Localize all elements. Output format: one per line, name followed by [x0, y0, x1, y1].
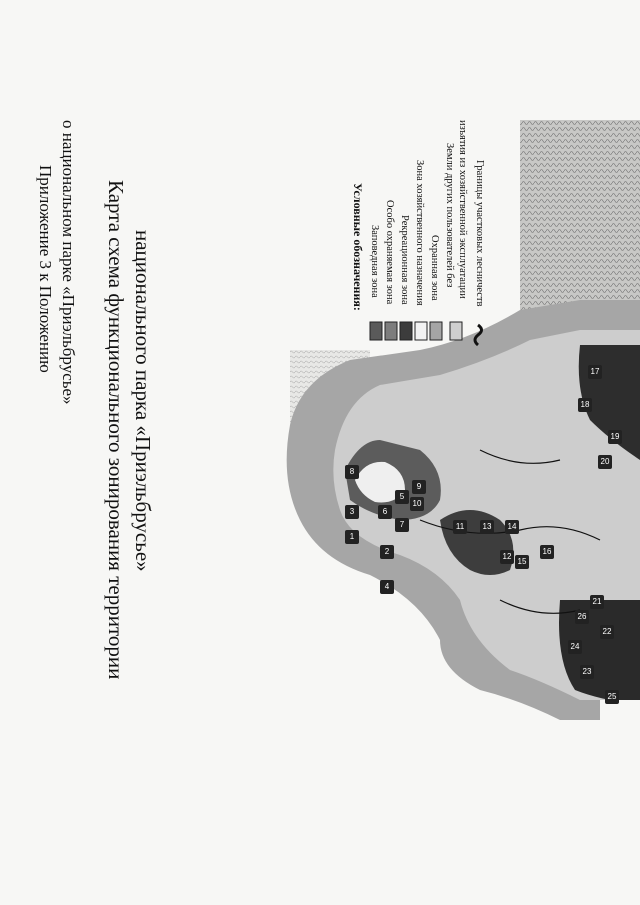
forestry-number-12: 12	[500, 550, 514, 564]
map-title-line-1: Карта схема функционального зонирования территории	[104, 180, 128, 680]
forestry-number-14: 14	[505, 520, 519, 534]
forestry-number-11: 11	[453, 520, 467, 534]
forestry-number-1: 1	[345, 530, 359, 544]
appendix-line-2: о национальном парке «Приэльбрусье»	[59, 120, 78, 405]
legend-item-special: Особо охраняемая зона	[384, 200, 395, 305]
topo-background-bottom	[600, 700, 640, 905]
forestry-number-3: 3	[345, 505, 359, 519]
forestry-number-15: 15	[515, 555, 529, 569]
forestry-number-18: 18	[578, 398, 592, 412]
legend-swatch-economic	[415, 322, 427, 340]
forestry-number-6: 6	[378, 505, 392, 519]
forestry-number-26: 26	[575, 610, 589, 624]
legend-title: Условные обозначения:	[351, 183, 365, 311]
map-title-line-2: национального парка «Приэльбрусье»	[131, 230, 155, 572]
forestry-number-5: 5	[395, 490, 409, 504]
legend-swatch-reserve	[370, 322, 382, 340]
forestry-number-23: 23	[580, 665, 594, 679]
forestry-number-20: 20	[598, 455, 612, 469]
legend-swatch-special	[385, 322, 397, 340]
forestry-number-25: 25	[605, 690, 619, 704]
legend-item-economic: Зона хозяйственного назначения	[414, 160, 425, 306]
forestry-number-21: 21	[590, 595, 604, 609]
legend-swatch-buffer	[430, 322, 442, 340]
forestry-number-4: 4	[380, 580, 394, 594]
legend-item-other-users-2: изъятия из хозяйственной эксплуатации	[457, 120, 468, 299]
legend-item-other-users: Земли других пользователей без	[444, 143, 455, 288]
forestry-number-22: 22	[600, 625, 614, 639]
legend-swatch-other-users	[450, 322, 462, 340]
legend-swatch-recreation	[400, 322, 412, 340]
forestry-number-8: 8	[345, 465, 359, 479]
legend-item-reserve: Заповедная зона	[369, 225, 380, 298]
forestry-number-24: 24	[568, 640, 582, 654]
forestry-number-7: 7	[395, 518, 409, 532]
forestry-number-9: 9	[412, 480, 426, 494]
legend-item-recreation: Рекреационная зона	[399, 215, 410, 305]
legend-item-buffer: Охранная зона	[429, 235, 440, 301]
appendix-line-1: Приложение 3 к Положению	[36, 165, 55, 373]
forestry-number-2: 2	[380, 545, 394, 559]
legend-item-boundaries: Границы участковых лесничеств	[474, 160, 485, 307]
forestry-number-13: 13	[480, 520, 494, 534]
forestry-number-19: 19	[608, 430, 622, 444]
forestry-number-16: 16	[540, 545, 554, 559]
forestry-number-10: 10	[410, 497, 424, 511]
forestry-number-17: 17	[588, 365, 602, 379]
